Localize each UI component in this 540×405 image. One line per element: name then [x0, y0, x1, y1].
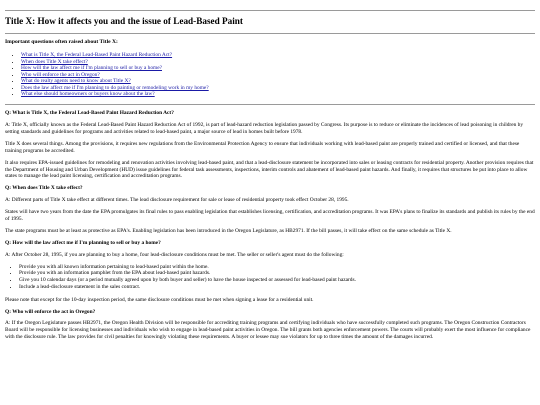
answer-paragraph: Please note that except for the 10-day inspection period, the same disclosure conditions must be met when signing a lease for a residential unit.: [5, 296, 314, 303]
toc-link-realty-agents[interactable]: What do realty agents need to know about Title X?: [21, 78, 131, 85]
question-index: [5, 52, 535, 98]
index-divider: [5, 104, 535, 105]
toc-link-what-is-title-x[interactable]: What is Title X, the Federal Lead-Based Paint Hazard Reduction Act?: [21, 51, 173, 58]
toc-item: [21, 72, 535, 79]
question-heading: Q: What is Title X, the Federal Lead-Based Paint Hazard Reduction Act?: [5, 110, 174, 117]
answer-paragraph: A: If the Oregon Legislature passes HB2971, the Oregon Health Division will be responsible for accrediting training programs and certifying individuals who have successfully completed such programs. The Oregon Construction Contractors Board will be responsible for licensing businesses and individuals who wish to engage in lead-based paint activities in Oregon. The bill grants both agencies enforcement powers. The courts will probably exert the most influence for compliance with the disclosure rule. The law provides for civil penalties for knowingly violating these requirements. A buyer or lessee may sue violators for up to three times the amount of the damages incurred.: [5, 320, 531, 341]
section-sell-or-buy: [5, 240, 535, 304]
list-item: • Include a lead-disclosure statement in the sales contract.: [19, 284, 535, 291]
question-heading: Q: How will the law affect me if I'm planning to sell or buy a home?: [5, 239, 161, 246]
toc-link-when-effect[interactable]: When does Title X take effect?: [21, 58, 88, 65]
page-title: Title X: How it affects you and the issue of Lead-Based Paint: [5, 16, 243, 26]
answer-paragraph: States will have two years from the date the EPA promulgates its final rules to pass enabling legislation that establishes licensing, certification, and accreditation programs. It was EPA's plans to finalize its standards and publish its rules by the end of 1995.: [5, 209, 535, 223]
top-divider: [5, 10, 535, 11]
list-item: • Give you 10 calendar days (or a period mutually agreed upon by both buyer and seller) to have the house inspected or assessed for lead-based paint hazards.: [19, 277, 535, 284]
answer-paragraph: Title X does several things. Among the provisions, it requires new regulations from the Environmental Protection Agency to ensure that individuals working with lead-based paint are properly trained and certified or licensed, and that these training programs be accredited.: [5, 140, 520, 154]
answer-paragraph: It also requires EPA-issued guidelines for remodeling and renovation activities involving lead-based paint, and that a lead-disclosure statement be incorporated into sales or leasing contracts for residential property. Another provision requires that the Department of Housing and Urban Development (HUD) issue guidelines for federal task assessments, inspections, interim controls and abatement of lead-based paint hazards. And finally, it requires that structures be put into place to allow states to manage the lead paint licensing, certification and accreditation programs.: [5, 159, 534, 180]
toc-item: [21, 85, 535, 92]
section-enforce-oregon: [5, 309, 535, 342]
answer-paragraph: The state programs must be at least as protective as EPA's. Enabling legislation has been introduced in the Oregon Legislature, as HB2971. If the bill passes, it will take effect on the same schedule as Title X.: [5, 227, 452, 234]
question-heading: Q: When does Title X take effect?: [5, 185, 83, 192]
section-what-is-title-x: [5, 110, 535, 180]
answer-paragraph: A: Different parts of Title X take effect at different times. The lead disclosure requirement for sale or lease of residential property took effect October 28, 1995.: [5, 197, 349, 204]
answer-paragraph: A: After October 28, 1995, if you are planning to buy a home, four lead-disclosure conditions must be met. The seller or seller's agent must do the following:: [5, 251, 344, 258]
question-heading: Q: Who will enforce the act in Oregon?: [5, 308, 96, 315]
toc-item: [21, 52, 535, 59]
toc-link-enforce-oregon[interactable]: Who will enforce the act in Oregon?: [21, 71, 100, 78]
list-item: • Provide you with all known information pertaining to lead-based paint within the home.: [19, 264, 535, 271]
list-item: • Provide you with an information pamphlet from the EPA about lead-based paint hazards.: [19, 270, 535, 277]
questions-heading: Important questions often raised about Title X:: [5, 38, 118, 45]
disclosure-conditions-list: [5, 264, 535, 291]
toc-link-what-else[interactable]: What else should homeowners or buyers know about the law?: [21, 91, 155, 98]
toc-link-sell-or-buy[interactable]: How will the law affect me if I'm planning to sell or buy a home?: [21, 65, 162, 72]
title-divider: [5, 33, 535, 34]
section-when-effect: [5, 185, 535, 235]
toc-item: [21, 91, 535, 98]
toc-item: [21, 78, 535, 85]
answer-paragraph: A: Title X, officially known as the Federal Lead-Based Paint Hazard Reduction Act of 1992, is part of lead-hazard reduction legislation passed by Congress. Its purpose is to reduce or eliminate the incidences of lead poisoning in children by setting standards and guidelines for programs and activities related to lead-based paint, a major source of lead in homes built before 1978.: [5, 121, 524, 135]
toc-item: [21, 65, 535, 72]
toc-link-painting-remodeling[interactable]: Does the law affect me if I'm planning to do painting or remodeling work in my home?: [21, 84, 209, 91]
